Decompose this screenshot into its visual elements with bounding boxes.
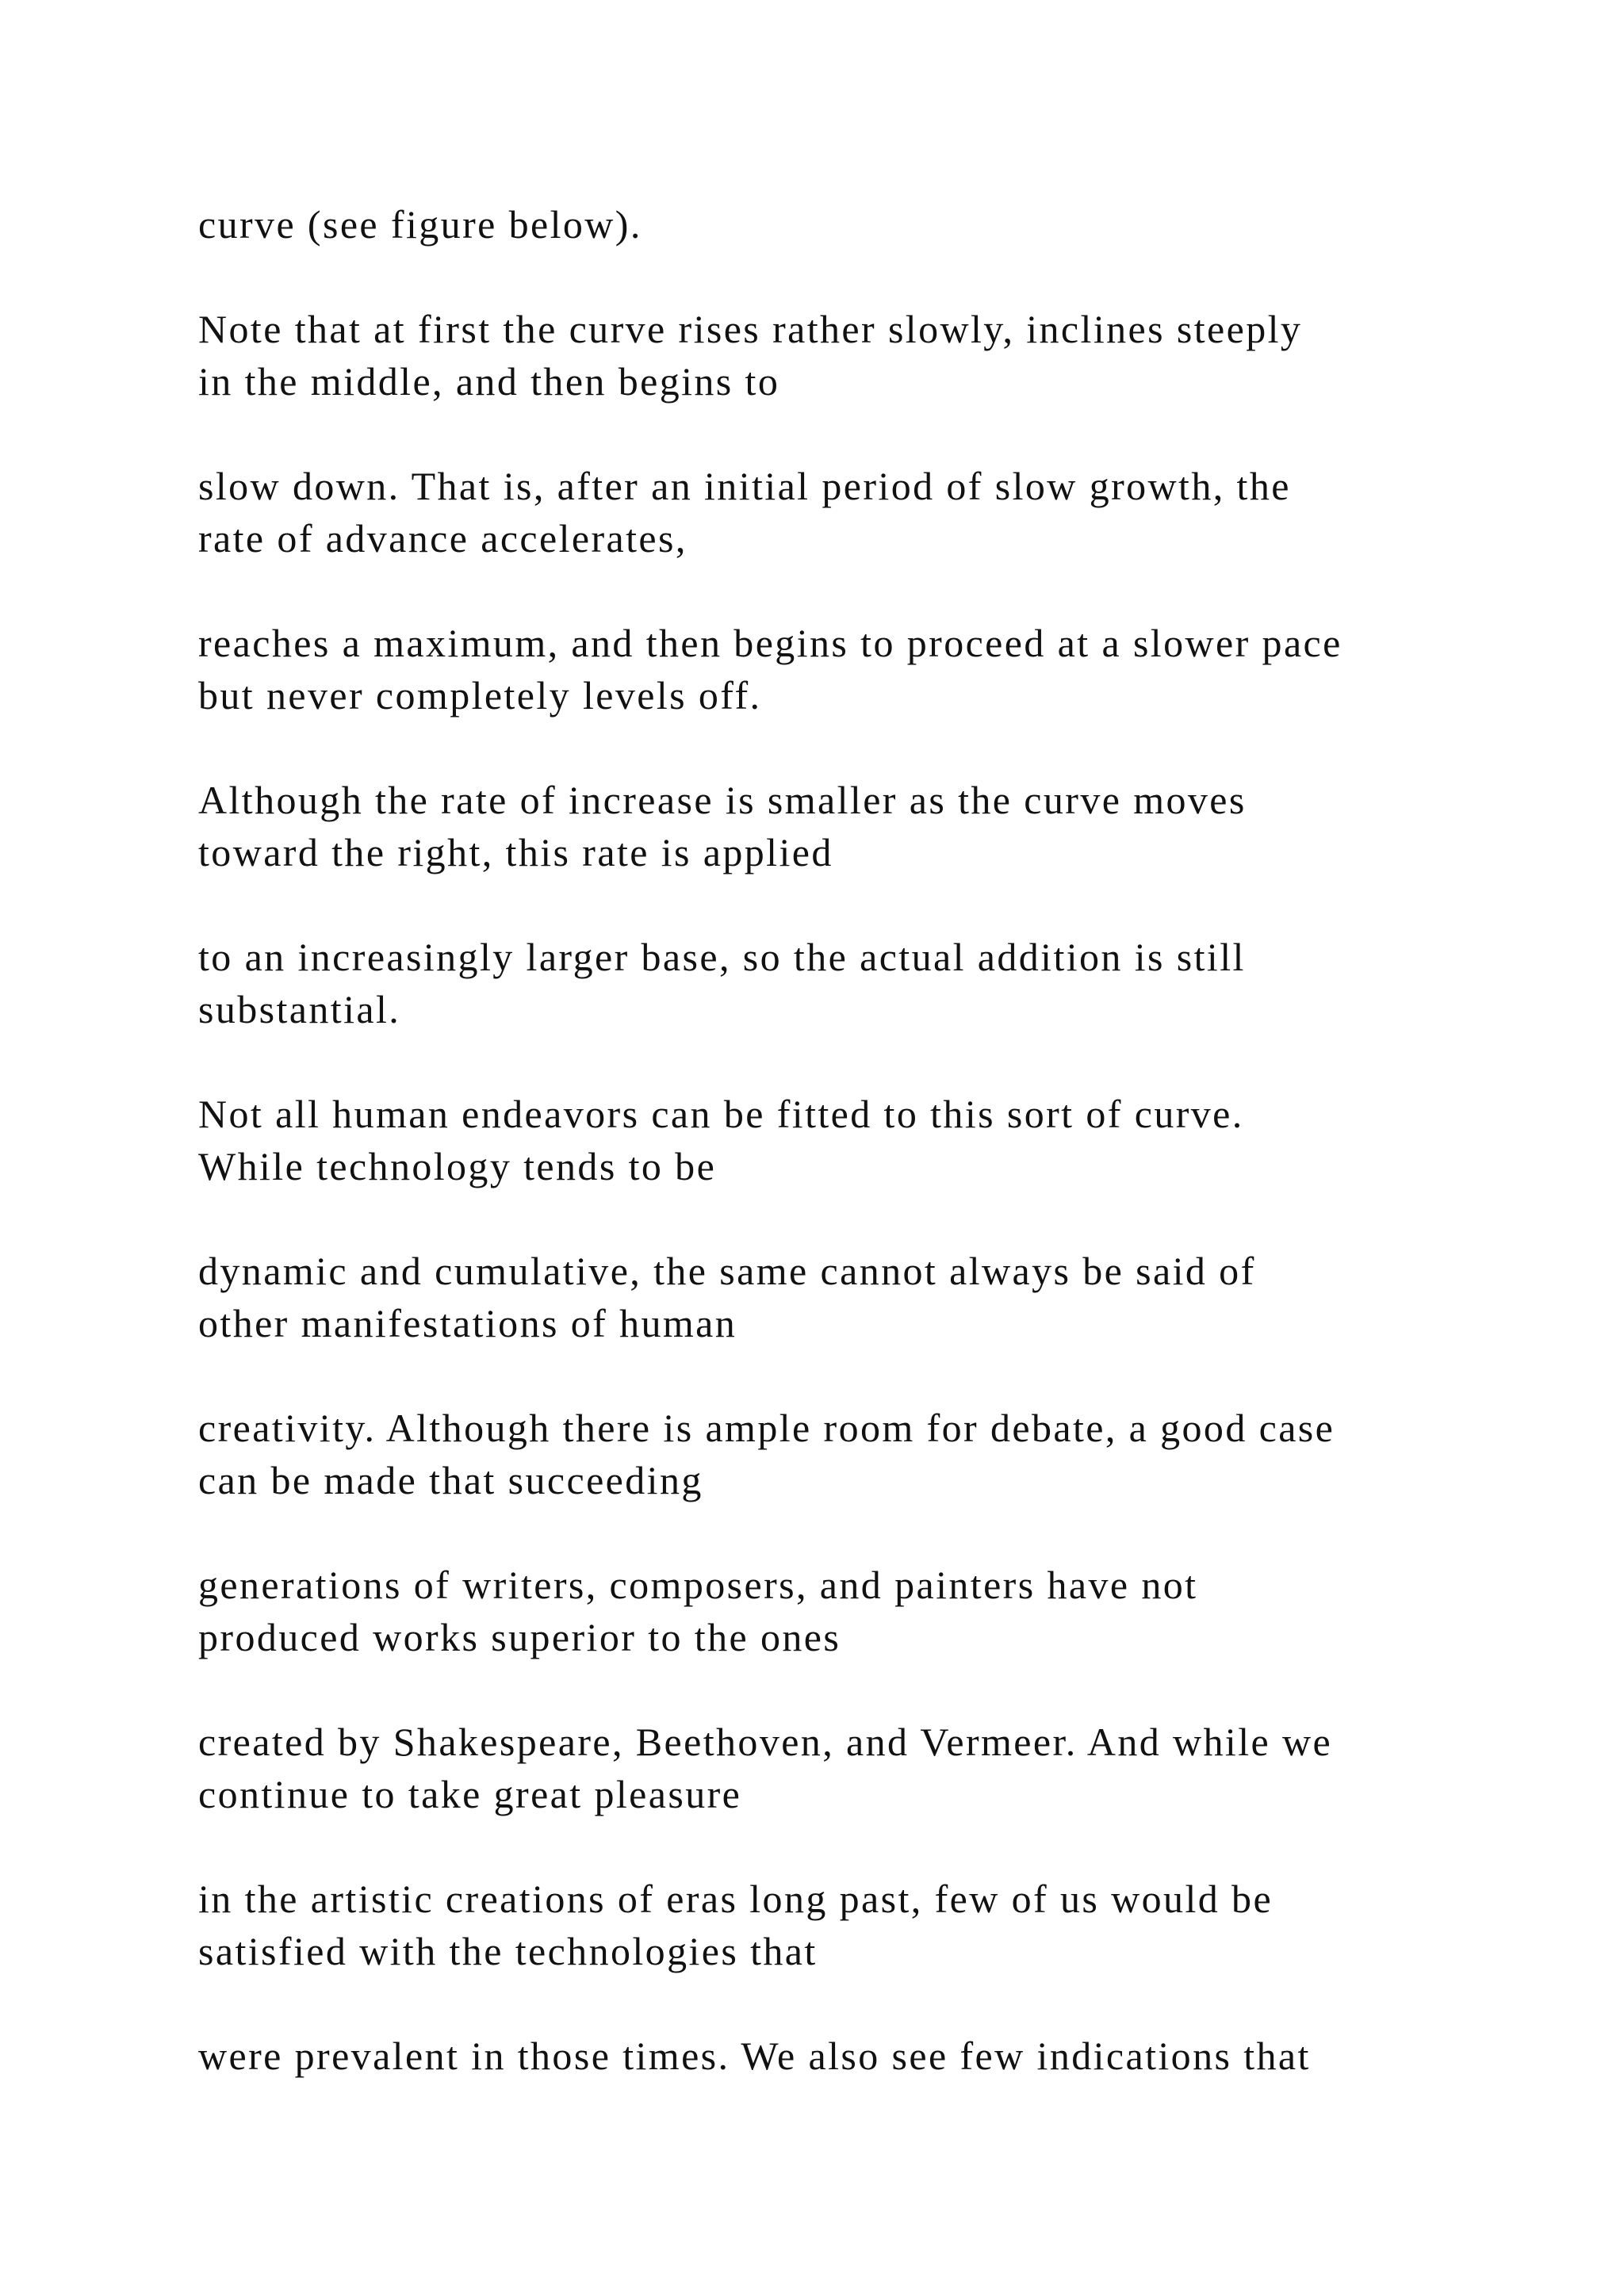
body-text (198, 198, 1507, 2082)
paragraph (198, 1088, 1507, 1192)
text-line: produced works superior to the ones (198, 1615, 841, 1659)
text-line: While technology tends to be (198, 1144, 717, 1188)
text-line: toward the right, this rate is applied (198, 830, 833, 874)
text-line: Although the rate of increase is smaller as the curve moves (198, 778, 1247, 822)
text-line: slow down. That is, after an initial period of slow growth, the (198, 464, 1291, 508)
text-line: Not all human endeavors can be fitted to this sort of curve. (198, 1092, 1244, 1136)
text-line: generations of writers, composers, and painters have not (198, 1563, 1198, 1607)
paragraph (198, 303, 1507, 408)
text-line: created by Shakespeare, Beethoven, and Vermeer. And while we (198, 1720, 1333, 1764)
text-line: but never completely levels off. (198, 673, 762, 718)
text-line: in the artistic creations of eras long past, few of us would be (198, 1877, 1274, 1921)
paragraph (198, 2030, 1507, 2082)
paragraph (198, 460, 1507, 564)
text-line: in the middle, and then begins to (198, 359, 780, 404)
paragraph (198, 774, 1507, 878)
text-line: to an increasingly larger base, so the actual addition is still (198, 935, 1246, 979)
text-line: curve (see figure below). (198, 202, 642, 247)
text-line: can be made that succeeding (198, 1458, 703, 1502)
text-line: Note that at first the curve rises rather slowly, inclines steeply (198, 307, 1303, 351)
paragraph (198, 1716, 1507, 1820)
paragraph (198, 198, 1507, 251)
text-line: satisfied with the technologies that (198, 1929, 818, 1973)
paragraph (198, 1559, 1507, 1663)
text-line: continue to take great pleasure (198, 1772, 742, 1816)
paragraph (198, 1873, 1507, 1977)
paragraph (198, 1245, 1507, 1349)
text-line: other manifestations of human (198, 1301, 737, 1345)
text-line: creativity. Although there is ample room for debate, a good case (198, 1406, 1335, 1450)
text-line: substantial. (198, 987, 401, 1031)
text-line: rate of advance accelerates, (198, 516, 688, 561)
text-line: dynamic and cumulative, the same cannot always be said of (198, 1249, 1256, 1293)
text-line: reaches a maximum, and then begins to proceed at a slower pace (198, 621, 1342, 665)
paragraph (198, 1402, 1507, 1506)
text-line: were prevalent in those times. We also see few indications that (198, 2034, 1311, 2078)
paragraph (198, 617, 1507, 721)
paragraph (198, 931, 1507, 1035)
